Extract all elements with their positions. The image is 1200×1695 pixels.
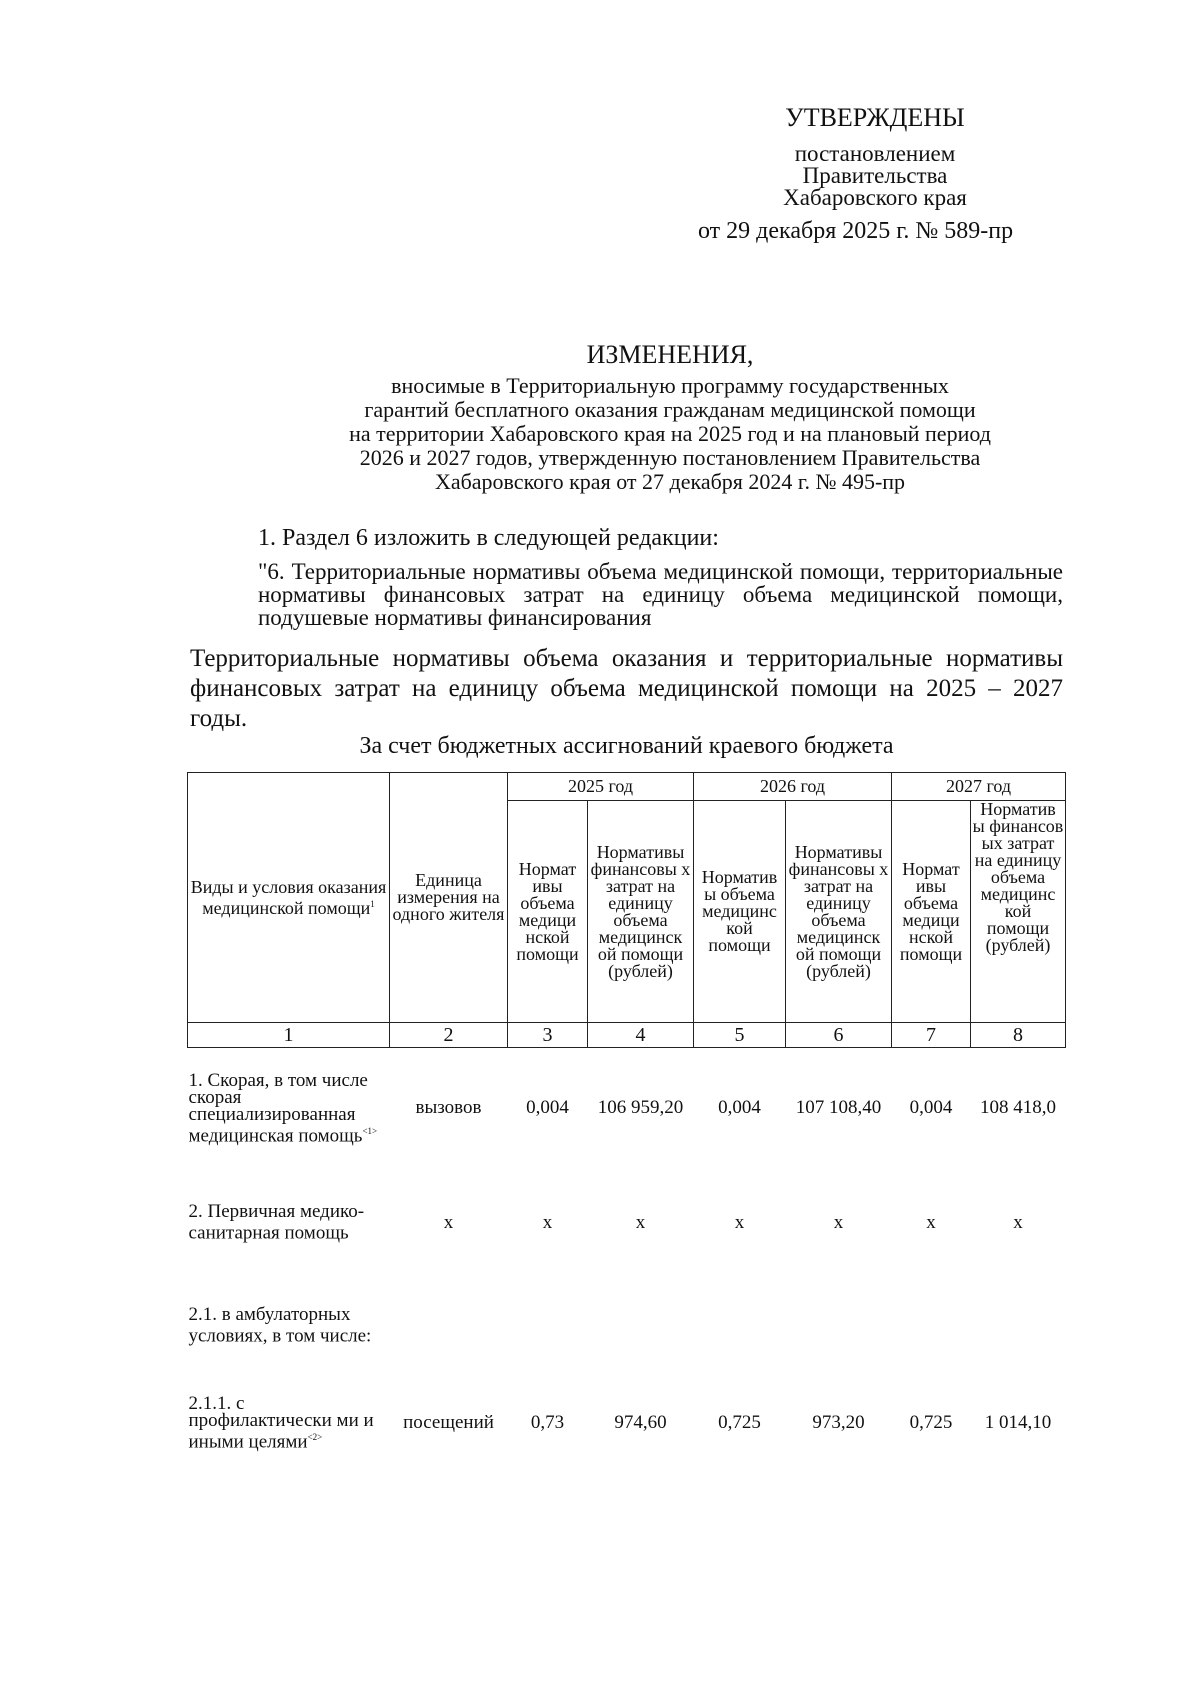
column-number: 5 [694, 1023, 786, 1048]
cell: х [1013, 1212, 1023, 1233]
row-name: 2. Первичная медико-санитарная помощь [188, 1201, 365, 1244]
subtitle-line: вносимые в Территориальную программу государственных [391, 373, 949, 398]
approval-line: Правительства [802, 163, 948, 188]
column-number: 8 [971, 1023, 1066, 1048]
cell: 0,004 [718, 1097, 761, 1119]
header-unit: Единица измерения на одного жителя [390, 773, 508, 1023]
cell: х [443, 1212, 454, 1233]
subtitle-line: Хабаровского края от 27 декабря 2024 г. № 495-пр [434, 469, 906, 494]
cell: 973,20 [812, 1412, 865, 1433]
cell [786, 1278, 892, 1373]
cell [694, 1278, 786, 1373]
cell: 108 418,0 [980, 1097, 1056, 1119]
approval-title: УТВЕРЖДЕНЫ [785, 103, 965, 132]
cell [508, 1278, 588, 1373]
column-number: 7 [892, 1023, 971, 1048]
table-row [188, 1373, 1066, 1473]
header-cost: Нормативы финансовы х затрат на единицу объема медицинск ой помощи (рублей) [588, 801, 694, 1023]
cell [892, 1278, 971, 1373]
header-cost: Норматив ы финансов ых затрат на единицу объема медицинс кой помощи (рублей) [971, 801, 1066, 1023]
cell [971, 1278, 1066, 1373]
cell: 0,73 [530, 1412, 565, 1433]
cell: 0,004 [526, 1097, 569, 1119]
cell: вызовов [415, 1097, 482, 1119]
header-kinds: Виды и условия оказания медицинской помощи$^1$ [188, 773, 390, 1023]
table-subtitle: За счет бюджетных ассигнований краевого бюджета [359, 733, 894, 759]
column-number: 3 [508, 1023, 588, 1048]
approval-line: Хабаровского края [783, 185, 967, 210]
table-row [188, 1278, 1066, 1373]
cell [588, 1278, 694, 1373]
cell: 106 959,20 [597, 1097, 684, 1119]
row-name: 1. Скорая, в том числе скорая специализированная медицинская помощь$^{<1>}$ [188, 1069, 378, 1146]
section-6-heading: "6. Территориальные нормативы объема медицинской помощи, территориальные нормативы финансовых затрат на единицу объема медицинской помощи, подушевые нормативы финансирования [258, 559, 1063, 630]
cell: 107 108,40 [795, 1097, 882, 1119]
table-row [188, 1168, 1066, 1278]
column-number: 6 [786, 1023, 892, 1048]
header-cost: Нормативы финансовы х затрат на единицу объема медицинск ой помощи (рублей) [786, 801, 892, 1023]
header-volume: Норматив ы объема медицинс кой помощи [694, 801, 786, 1023]
approval-line: постановлением [794, 141, 956, 166]
header-year: 2026 год [694, 773, 892, 801]
cell: х [926, 1212, 936, 1233]
row-name: 2.1. в амбулаторных условиях, в том числе: [188, 1303, 372, 1347]
subtitle-line: на территории Хабаровского края на 2025 год и на плановый период [349, 421, 991, 446]
column-number: 1 [188, 1023, 390, 1048]
cell: посещений [403, 1412, 494, 1433]
header-volume: Нормат ивы объема медици нской помощи [892, 801, 971, 1023]
document-title: ИЗМЕНЕНИЯ, [586, 340, 754, 369]
subtitle-line: 2026 и 2027 годов, утвержденную постановлением Правительства [359, 445, 981, 470]
header-volume: Нормат ивы объема медици нской помощи [508, 801, 588, 1023]
table-title: Территориальные нормативы объема оказания и территориальные нормативы финансовых затрат на единицу объема медицинской помощи на 2025 – 2027 годы. [190, 645, 1063, 732]
header-year: 2027 год [892, 773, 1066, 801]
row-name: 2.1.1. с профилактически ми и иными целями$^{<2>}$ [188, 1392, 374, 1453]
column-number: 4 [588, 1023, 694, 1048]
cell: 1 014,10 [984, 1412, 1052, 1433]
cell: 974,60 [614, 1412, 667, 1433]
cell: х [833, 1212, 844, 1233]
cell: 0,725 [909, 1412, 953, 1433]
column-number: 2 [390, 1023, 508, 1048]
approval-date: от 29 декабря 2025 г. № 589-пр [698, 218, 1014, 244]
header-year: 2025 год [508, 773, 694, 801]
item-1: 1. Раздел 6 изложить в следующей редакции: [258, 525, 719, 551]
cell: 0,725 [718, 1412, 761, 1433]
cell: х [734, 1212, 745, 1233]
subtitle-line: гарантий бесплатного оказания гражданам медицинской помощи [364, 397, 976, 422]
cell: 0,004 [909, 1097, 953, 1119]
cell [390, 1278, 508, 1373]
cell: х [635, 1212, 646, 1233]
cell: х [542, 1212, 553, 1233]
table-row [188, 1048, 1066, 1168]
norms-table [187, 772, 1066, 1473]
